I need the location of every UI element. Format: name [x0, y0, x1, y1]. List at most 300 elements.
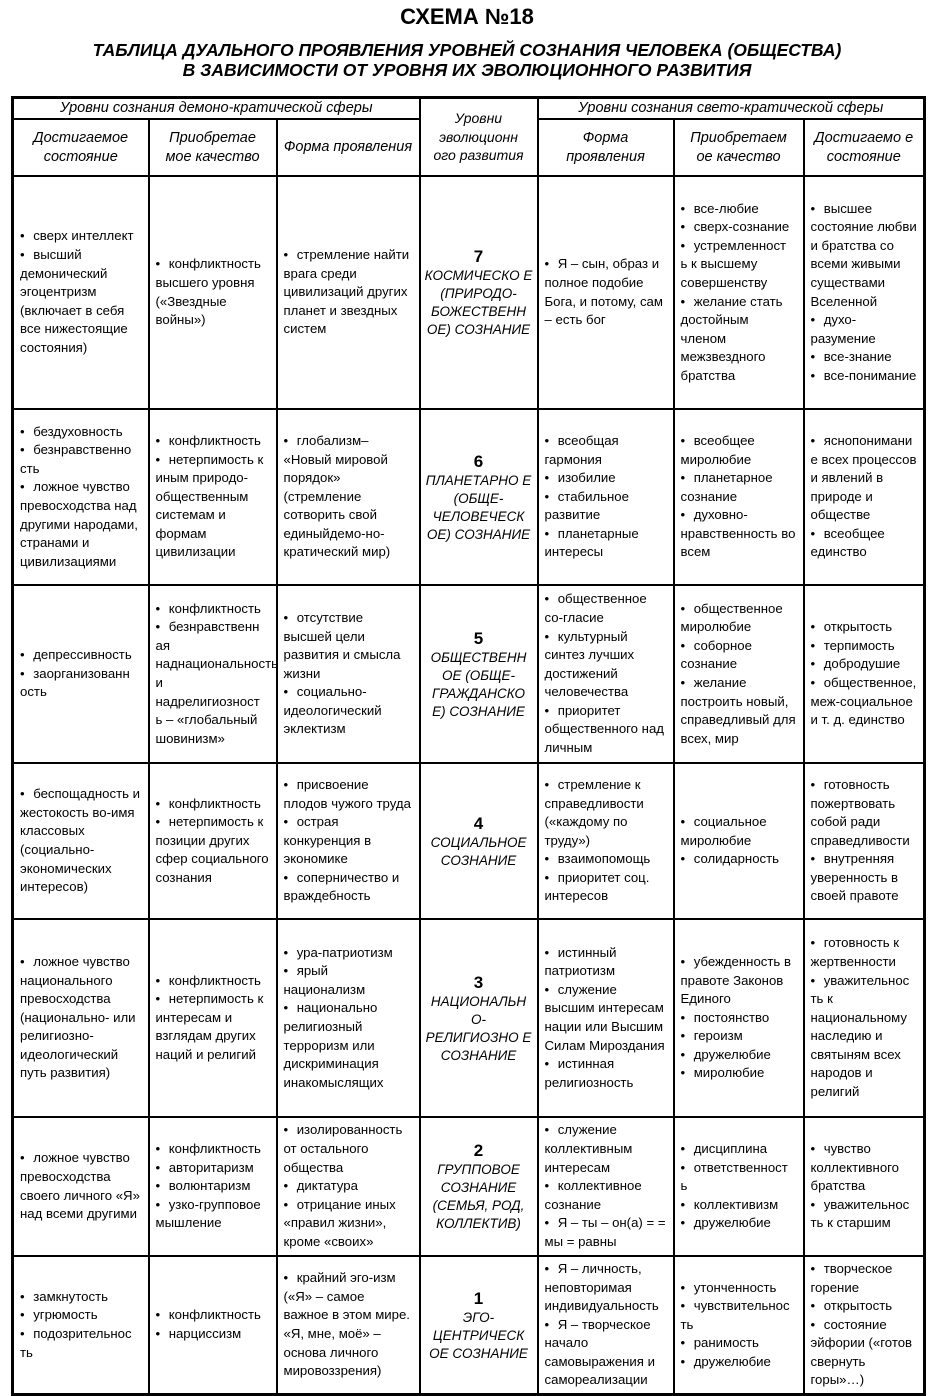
bullet-icon: •	[810, 525, 816, 541]
right-form-cell	[538, 585, 674, 763]
bullet-item	[20, 478, 142, 571]
level-cell	[420, 1117, 538, 1256]
left-form-cell	[277, 176, 420, 409]
bullet-text: конфликтность	[168, 1141, 261, 1157]
bullet-text: общественное, меж-социальное и т. д. единство	[810, 675, 917, 728]
bullet-item	[284, 1121, 413, 1177]
bullet-text: все-понимание	[823, 367, 917, 383]
right-quality-cell	[674, 409, 804, 585]
bullet-item	[811, 348, 918, 367]
level-number: 7	[473, 247, 484, 266]
bullet-icon: •	[544, 869, 550, 885]
right-form-header: Форма проявления	[538, 119, 674, 176]
bullet-item	[811, 637, 918, 656]
bullet-item	[284, 432, 413, 562]
bullet-item	[545, 590, 667, 627]
bullet-text: ложное чувство национального превосходства (национально- или религиозно-идеологический путь развития)	[20, 953, 136, 1081]
bullet-item	[545, 1121, 667, 1177]
bullet-item	[284, 683, 413, 739]
bullet-text: состояние эйфории («готов свернуть горы»…)	[810, 1316, 913, 1388]
bullet-item	[545, 1177, 667, 1214]
level-number: 3	[473, 972, 484, 992]
bullet-item	[156, 1306, 270, 1325]
bullet-text: духо-разумение	[810, 312, 876, 346]
right-quality-cell	[674, 919, 804, 1117]
level-number: 2	[473, 1141, 484, 1160]
bullet-icon: •	[680, 1353, 686, 1369]
bullet-text: сверх-сознание	[693, 219, 790, 235]
bullet-text: служение высшим интересам нации или Высшим Силам Мироздания	[544, 981, 665, 1053]
bullet-item	[811, 674, 918, 730]
bullet-icon: •	[544, 470, 550, 486]
bullet-item	[681, 1297, 797, 1334]
bullet-item	[156, 1159, 270, 1178]
bullet-text: конфликтность	[168, 600, 261, 616]
left-state-cell	[13, 1256, 149, 1395]
bullet-item	[20, 665, 142, 702]
bullet-text: депрессивность	[33, 647, 132, 663]
consciousness-levels-table	[11, 96, 926, 1396]
bullet-icon: •	[810, 312, 816, 328]
bullet-icon: •	[20, 786, 25, 802]
bullet-icon: •	[155, 1196, 161, 1212]
level-name: НАЦИОНАЛЬН О- РЕЛИГИОЗНО Е СОЗНАНИЕ	[425, 993, 532, 1063]
right-state-cell	[804, 1117, 925, 1256]
bullet-text: социальное миролюбие	[680, 814, 767, 848]
level-row-2	[13, 1117, 925, 1256]
bullet-icon: •	[544, 432, 550, 448]
bullet-icon: •	[155, 1159, 161, 1175]
right-state-header: Достигаемо е состояние	[804, 119, 925, 176]
bullet-text: диктатура	[296, 1178, 358, 1194]
bullet-item	[155, 618, 278, 748]
bullet-item	[545, 525, 667, 562]
bullet-item	[20, 227, 142, 246]
bullet-icon: •	[680, 1159, 686, 1175]
bullet-icon: •	[283, 1000, 289, 1016]
bullet-icon: •	[680, 470, 686, 486]
bullet-item	[681, 953, 797, 1009]
bullet-icon: •	[810, 656, 816, 672]
level-cell	[420, 585, 538, 763]
bullet-text: истинный патриотизм	[544, 944, 617, 979]
bullet-text: всеобщая гармония	[544, 432, 619, 467]
left-form-cell	[277, 1256, 420, 1395]
bullet-item	[681, 432, 797, 469]
bullet-item	[681, 1353, 797, 1372]
bullet-item	[156, 600, 270, 619]
bullet-item	[811, 432, 918, 525]
subtitle-line-1: ТАБЛИЦА ДУАЛЬНОГО ПРОЯВЛЕНИЯ УРОВНЕЙ СОЗНАНИЯ ЧЕЛОВЕКА (ОБЩЕСТВА)	[92, 40, 842, 60]
bullet-text: чувство коллективного братства	[810, 1141, 900, 1194]
bullet-text: острая конкуренция в экономике	[283, 814, 372, 867]
bullet-item	[681, 1140, 797, 1159]
left-state-cell	[13, 919, 149, 1117]
bullet-icon: •	[680, 1335, 686, 1351]
bullet-icon: •	[680, 1065, 686, 1081]
right-state-cell	[804, 763, 925, 919]
level-name: КОСМИЧЕСКО Е (ПРИРОДО- БОЖЕСТВЕНН ОЕ) СОЗНАНИЕ	[424, 268, 533, 337]
bullet-icon: •	[680, 851, 686, 867]
bullet-text: беспощадность и жестокость во-имя классовых (социально-экономических интересов)	[20, 786, 141, 895]
bullet-item	[681, 237, 797, 293]
left-quality-cell	[149, 1117, 277, 1256]
bullet-item	[681, 1009, 797, 1028]
bullet-item	[811, 367, 918, 386]
bullet-icon: •	[20, 953, 25, 969]
bullet-item	[811, 850, 918, 906]
bullet-icon: •	[544, 944, 550, 960]
left-quality-cell	[149, 1256, 277, 1395]
right-quality-cell	[674, 763, 804, 919]
bullet-icon: •	[155, 795, 161, 811]
bullet-icon: •	[20, 479, 25, 495]
level-number: 1	[473, 1288, 484, 1308]
bullet-item	[20, 441, 142, 478]
bullet-text: ярый национализм	[283, 963, 366, 997]
bullet-item	[284, 962, 413, 999]
bullet-icon: •	[810, 200, 816, 216]
bullet-icon: •	[810, 1316, 816, 1332]
bullet-item	[545, 1214, 667, 1251]
bullet-item	[156, 432, 270, 451]
bullet-text: истинная религиозность	[544, 1056, 634, 1090]
bullet-item	[20, 246, 142, 358]
bullet-text: дружелюбие	[693, 1046, 771, 1062]
bullet-item	[156, 1177, 270, 1196]
left-quality-cell	[149, 409, 277, 585]
bullet-item	[811, 1260, 918, 1297]
bullet-icon: •	[680, 237, 686, 253]
bullet-icon: •	[20, 423, 25, 439]
left-form-cell	[277, 585, 420, 763]
bullet-text: терпимость	[823, 637, 895, 653]
bullet-item	[681, 218, 797, 237]
bullet-item	[681, 1214, 797, 1233]
bullet-text: коллективное сознание	[544, 1178, 642, 1212]
bullet-icon: •	[283, 944, 289, 960]
right-form-cell	[538, 176, 674, 409]
right-quality-header: Приобретаем ое качество	[674, 119, 804, 176]
bullet-item	[156, 1325, 270, 1344]
bullet-text: дружелюбие	[693, 1215, 771, 1231]
left-form-header: Форма проявления	[277, 119, 420, 176]
bullet-text: Я – ты – он(а) = = мы = равны	[544, 1215, 666, 1249]
bullet-icon: •	[544, 702, 550, 718]
bullet-text: социально-идеологический эклектизм	[283, 684, 382, 737]
bullet-item	[20, 646, 142, 665]
bullet-text: соперничество и враждебность	[283, 869, 400, 904]
bullet-text: нарциссизм	[168, 1326, 242, 1341]
bullet-text: планетарное сознание	[680, 470, 773, 504]
level-row-1	[13, 1256, 925, 1395]
bullet-text: стремление найти врага среди цивилизаций других планет и звездных систем	[283, 247, 410, 337]
left-quality-cell	[149, 763, 277, 919]
bullet-text: заорганизованн ость	[20, 665, 130, 700]
bullet-icon: •	[283, 1178, 289, 1194]
bullet-icon: •	[283, 432, 289, 448]
bullet-icon: •	[810, 349, 816, 365]
bullet-item	[156, 795, 270, 814]
bullet-text: безнравственно сть	[20, 442, 132, 476]
level-number: 5	[473, 628, 484, 648]
left-quality-cell	[149, 919, 277, 1117]
bullet-icon: •	[680, 600, 686, 616]
left-state-cell	[13, 1117, 149, 1256]
level-cell	[420, 176, 538, 409]
bullet-text: открытость	[823, 619, 893, 635]
bullet-item	[681, 1159, 797, 1196]
bullet-icon: •	[810, 935, 816, 951]
bullet-text: стабильное развитие	[544, 488, 629, 523]
bullet-item	[681, 1196, 797, 1215]
bullet-text: общественное со-гласие	[544, 591, 647, 625]
bullet-icon: •	[283, 869, 289, 885]
bullet-text: высший демонический эгоцентризм (включает в себя все нижестоящие состояния)	[20, 247, 128, 355]
bullet-item	[681, 200, 797, 219]
bullet-text: замкнутость	[33, 1288, 109, 1304]
bullet-item	[545, 981, 667, 1055]
right-form-cell	[538, 409, 674, 585]
bullet-text: отрицание иных «правил жизни», кроме «своих»	[283, 1196, 396, 1249]
bullet-icon: •	[155, 256, 161, 272]
right-state-cell	[804, 585, 925, 763]
bullet-text: безнравственн ая наднациональность и надрелигиозност ь – «глобальный шовинизм»	[155, 619, 278, 746]
bullet-icon: •	[810, 367, 816, 383]
bullet-icon: •	[680, 1196, 686, 1212]
bullet-item	[284, 813, 413, 869]
level-name: ГРУППОВОЕ СОЗНАНИЕ (СЕМЬЯ, РОД, КОЛЛЕКТИВ)	[432, 1162, 525, 1231]
bullet-item	[811, 525, 918, 562]
right-state-cell	[804, 1256, 925, 1395]
bullet-item	[156, 813, 270, 887]
bullet-text: все-знание	[823, 349, 892, 365]
bullet-item	[545, 702, 667, 758]
bullet-icon: •	[283, 247, 289, 263]
bullet-item	[20, 1325, 142, 1362]
bullet-item	[20, 1288, 142, 1307]
right-quality-cell	[674, 585, 804, 763]
level-name: ПЛАНЕТАРНО Е (ОБЩЕ- ЧЕЛОВЕЧЕСК ОЕ) СОЗНАНИЕ	[425, 472, 532, 542]
bullet-icon: •	[544, 1215, 550, 1231]
bullet-text: желание построить новый, справедливый для всех, мир	[680, 675, 796, 746]
bullet-icon: •	[544, 1178, 550, 1194]
bullet-icon: •	[544, 525, 550, 541]
bullet-icon: •	[544, 776, 550, 792]
bullet-icon: •	[810, 675, 816, 690]
bullet-item	[811, 618, 918, 637]
bullet-item	[20, 785, 142, 897]
bullet-icon: •	[283, 776, 289, 792]
level-name: ЭГО- ЦЕНТРИЧЕСК ОЕ СОЗНАНИЕ	[429, 1309, 528, 1361]
bullet-item	[284, 776, 413, 813]
bullet-item	[681, 600, 797, 637]
left-form-cell	[277, 763, 420, 919]
bullet-item	[545, 1260, 667, 1316]
bullet-item	[811, 934, 918, 971]
bullet-text: глобализм– «Новый мировой порядок» (стремление сотворить свой единыйдемо-но-кратический мир)	[283, 432, 391, 560]
bullet-icon: •	[283, 1196, 289, 1212]
bullet-text: Я – личность, неповторимая индивидуальность	[544, 1260, 659, 1314]
bullet-item	[681, 293, 797, 386]
right-form-cell	[538, 763, 674, 919]
bullet-text: коллективизм	[693, 1196, 779, 1212]
bullet-text: соборное сознание	[680, 637, 752, 672]
bullet-icon: •	[680, 814, 686, 830]
level-row-5	[13, 585, 925, 763]
bullet-text: национально религиозный терроризм или дискриминация инакомыслящих	[283, 1000, 384, 1090]
bullet-icon: •	[283, 684, 289, 700]
bullet-item	[284, 999, 413, 1092]
left-form-cell	[277, 409, 420, 585]
left-quality-header: Приобретае мое качество	[149, 119, 277, 176]
level-cell	[420, 1256, 538, 1395]
bullet-item	[681, 850, 797, 869]
bullet-text: желание стать достойным членом межзвездного братства	[680, 293, 783, 383]
bullet-text: служение коллективным интересам	[544, 1122, 633, 1175]
level-cell	[420, 409, 538, 585]
bullet-icon: •	[680, 1141, 686, 1157]
page-subtitle	[0, 40, 934, 80]
bullet-icon: •	[680, 1046, 686, 1062]
right-state-cell	[804, 409, 925, 585]
bullet-icon: •	[680, 432, 686, 448]
bullet-text: крайний эго-изм («Я» – самое важное в этом мире. «Я, мне, моё» – основа личного мировоззрения)	[283, 1270, 410, 1379]
bullet-text: внутренняя уверенность в своей правоте	[810, 851, 899, 904]
bullet-item	[811, 311, 918, 348]
right-quality-cell	[674, 1256, 804, 1395]
bullet-icon: •	[155, 619, 161, 635]
bullet-item	[284, 609, 413, 683]
bullet-icon: •	[283, 1270, 289, 1286]
bullet-item	[545, 869, 667, 906]
left-form-cell	[277, 919, 420, 1117]
right-form-cell	[538, 1117, 674, 1256]
bullet-icon: •	[810, 432, 816, 448]
bullet-text: ложное чувство превосходства своего личного «Я» над всеми другими	[20, 1150, 140, 1222]
bullet-item	[681, 1027, 797, 1046]
bullet-item	[681, 469, 797, 506]
bullet-icon: •	[810, 1196, 816, 1212]
bullet-text: общественное миролюбие	[680, 600, 783, 635]
bullet-text: конфликтность	[168, 1307, 261, 1323]
bullet-item	[156, 972, 270, 991]
right-state-cell	[804, 176, 925, 409]
bullet-text: нетерпимость к позиции других сфер социального сознания	[155, 814, 269, 885]
bullet-text: присвоение плодов чужого труда	[283, 776, 411, 811]
bullet-item	[545, 469, 667, 488]
bullet-text: взаимопомощь	[557, 851, 651, 867]
bullet-text: нетерпимость к интересам и взглядам других наций и религий	[155, 991, 264, 1062]
bullet-text: приоритет соц. интересов	[544, 869, 650, 904]
level-name: СОЦИАЛЬНОЕ СОЗНАНИЕ	[430, 834, 527, 868]
bullet-icon: •	[544, 591, 550, 607]
bullet-icon: •	[544, 256, 550, 272]
bullet-item	[681, 1064, 797, 1083]
bullet-icon: •	[544, 628, 550, 644]
bullet-icon: •	[155, 1326, 161, 1341]
bullet-item	[681, 1046, 797, 1065]
left-quality-cell	[149, 585, 277, 763]
bullet-item	[681, 506, 797, 562]
bullet-icon: •	[155, 432, 161, 448]
page-title: СХЕМА №18	[400, 4, 534, 29]
bullet-text: нетерпимость к иным природо-общественным системам и формам цивилизации	[155, 451, 264, 560]
bullet-text: узко-групповое мышление	[155, 1196, 261, 1231]
bullet-item	[20, 423, 142, 442]
bullet-text: волюнтаризм	[168, 1178, 251, 1194]
bullet-icon: •	[155, 1307, 161, 1323]
level-name: ОБЩЕСТВЕНН ОЕ (ОБЩЕ- ГРАЖДАНСКО Е) СОЗНАНИЕ	[430, 649, 527, 719]
bullet-icon: •	[680, 637, 686, 653]
bullet-text: приоритет общественного над личным	[544, 702, 664, 756]
bullet-text: постоянство	[693, 1009, 770, 1025]
bullet-icon: •	[283, 814, 289, 830]
level-number: 4	[473, 813, 484, 833]
bullet-text: добродушие	[823, 656, 901, 672]
bullet-text: духовно-нравственность во всем	[680, 507, 796, 560]
bullet-item	[284, 246, 413, 339]
bullet-text: конфликтность высшего уровня («Звездные войны»)	[155, 256, 261, 328]
bullet-text: ура-патриотизм	[296, 944, 393, 960]
bullet-text: убежденность в правоте Законов Единого	[680, 953, 791, 1007]
bullet-icon: •	[810, 851, 816, 867]
left-state-cell	[13, 176, 149, 409]
bullet-icon: •	[155, 1141, 161, 1157]
right-group-header: Уровни сознания свето-кратической сферы	[538, 98, 925, 120]
bullet-text: творческое горение	[810, 1260, 893, 1295]
middle-header: Уровни эволюционн ого развития	[420, 98, 538, 177]
left-state-cell	[13, 763, 149, 919]
bullet-text: бездуховность	[33, 423, 123, 439]
bullet-text: дисциплина	[693, 1141, 768, 1157]
right-quality-cell	[674, 176, 804, 409]
bullet-item	[284, 1196, 413, 1252]
bullet-text: Я – творческое начало самовыражения и самореализации	[544, 1316, 655, 1388]
bullet-item	[545, 1055, 667, 1092]
bullet-icon: •	[155, 814, 161, 830]
bullet-item	[681, 813, 797, 850]
left-state-cell	[13, 409, 149, 585]
left-group-header: Уровни сознания демоно-кратической сферы	[13, 98, 420, 120]
bullet-item	[681, 637, 797, 674]
bullet-icon: •	[680, 953, 686, 969]
right-quality-cell	[674, 1117, 804, 1256]
left-state-header: Достигаемое состояние	[13, 119, 149, 176]
bullet-item	[156, 1196, 270, 1233]
bullet-icon: •	[20, 247, 25, 263]
bullet-icon: •	[680, 1215, 686, 1231]
bullet-text: конфликтность	[168, 795, 261, 811]
bullet-icon: •	[544, 1260, 550, 1276]
bullet-icon: •	[680, 507, 686, 523]
bullet-icon: •	[810, 637, 816, 653]
bullet-item	[156, 255, 270, 329]
bullet-item	[284, 1269, 413, 1381]
left-state-cell	[13, 585, 149, 763]
bullet-icon: •	[20, 647, 25, 663]
bullet-icon: •	[283, 609, 289, 625]
right-state-cell	[804, 919, 925, 1117]
bullet-icon: •	[680, 1279, 686, 1295]
bullet-text: отсутствие высшей цели развития и смысла жизни	[283, 609, 401, 681]
bullet-text: подозрительнос ть	[20, 1326, 132, 1360]
bullet-text: ответственност ь	[680, 1159, 788, 1194]
bullet-icon: •	[680, 293, 686, 309]
level-row-6	[13, 409, 925, 585]
bullet-icon: •	[155, 972, 161, 988]
bullet-item	[811, 655, 918, 674]
